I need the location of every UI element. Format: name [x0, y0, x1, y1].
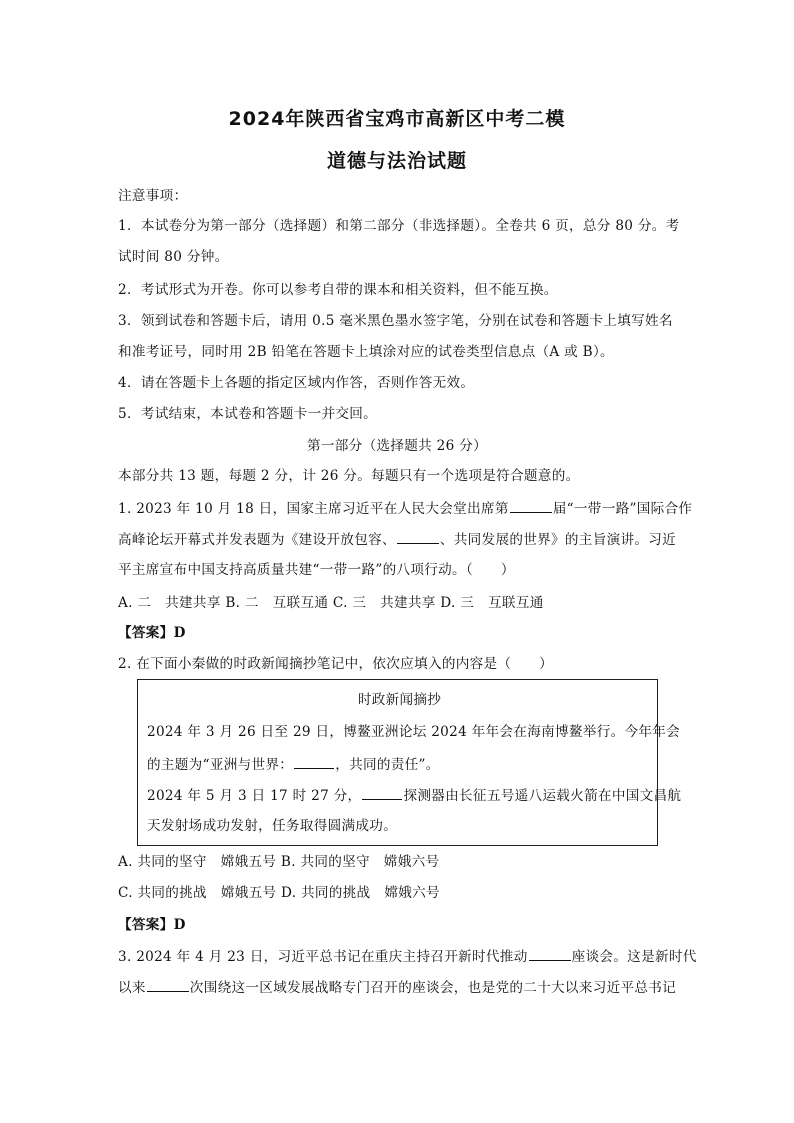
q3-line-2 [118, 977, 678, 998]
news-text-a: 的主题为“亚洲与世界： [147, 757, 294, 773]
exam-title: 2024年陕西省宝鸡市高新区中考二模 [228, 108, 566, 130]
notice-item-3: 3．领到试卷和答题卡后，请用 0.5 毫米黑色墨水签字笔，分别在试卷和答题卡上填写姓名 [118, 313, 673, 329]
news-line-1: 2024 年 3 月 26 日至 29 日，博鳌亚洲论坛 2024 年年会在海南博鳌举行。今年年会 [147, 724, 681, 740]
q1-answer: 【答案】D [118, 625, 186, 641]
q1-line-1 [118, 498, 693, 519]
fill-blank [147, 977, 189, 992]
notice-heading: 注意事项： [118, 188, 188, 204]
fill-blank [529, 946, 571, 961]
q3-line-1 [118, 946, 697, 967]
q3-text-b: 座谈会。这是新时代 [571, 949, 697, 965]
news-line-3 [147, 785, 682, 806]
q1-line-3: 平主席宣布中国支持高质量共建“一带一路”的八项行动。（ ） [118, 562, 515, 578]
q3-text-c: 以来 [118, 980, 146, 996]
news-excerpt-box [137, 679, 682, 846]
news-line-4: 天发射场成功发射，任务取得圆满成功。 [147, 818, 398, 834]
notice-item-3-cont: 和准考证号，同时用 2B 铅笔在答题卡上填涂对应的试卷类型信息点（A 或 B）。 [118, 344, 614, 360]
part1-heading: 第一部分（选择题共 26 分） [307, 438, 487, 454]
q3-text-a: 3. 2024 年 4 月 23 日，习近平总书记在重庆主持召开新时代推动 [118, 949, 528, 965]
q3-text-d: 次围绕这一区域发展战略专门召开的座谈会，也是党的二十大以来习近平总书记 [189, 980, 677, 996]
news-text-d: 探测器由长征五号遥八运载火箭在中国文昌航 [403, 788, 682, 804]
q1-text-c: 高峰论坛开幕式并发表题为《建设开放包容、 [118, 532, 396, 548]
exam-subtitle: 道德与法治试题 [326, 150, 467, 172]
part1-intro: 本部分共 13 题，每题 2 分，计 26 分。每题只有一个选项是符合题意的。 [118, 468, 580, 484]
q2-options-ab: A. 共同的坚守 嫦娥五号 B. 共同的坚守 嫦娥六号 [118, 854, 440, 870]
notice-item-1: 1．本试卷分为第一部分（选择题）和第二部分（非选择题）。全卷共 6 页，总分 80 分。考 [118, 218, 680, 234]
q2-stem: 2. 在下面小秦做的时政新闻摘抄笔记中，依次应填入的内容是（ ） [118, 656, 554, 672]
q2-answer: 【答案】D [118, 917, 186, 933]
fill-blank [510, 498, 552, 513]
news-text-b: ，共同的责任”。 [335, 757, 440, 773]
news-box-title: 时政新闻摘抄 [357, 692, 442, 708]
q1-options: A. 二 共建共享 B. 二 互联互通 C. 三 共建共享 D. 三 互联互通 [118, 595, 544, 611]
q1-text-b: 届“一带一路”国际合作 [552, 501, 693, 517]
q1-text-d: 、共同发展的世界》的主旨演讲。习近 [439, 532, 677, 548]
notice-item-1-cont: 试时间 80 分钟。 [118, 249, 229, 265]
news-line-2 [147, 754, 652, 775]
q2-options-cd: C. 共同的挑战 嫦娥五号 D. 共同的挑战 嫦娥六号 [118, 885, 440, 901]
q1-text-a: 1. 2023 年 10 月 18 日，国家主席习近平在人民大会堂出席第 [118, 501, 509, 517]
fill-blank [397, 529, 439, 544]
q1-line-2 [118, 529, 678, 550]
notice-item-5: 5．考试结束，本试卷和答题卡一并交回。 [118, 406, 378, 422]
fill-blank [362, 785, 402, 800]
news-text-c: 2024 年 5 月 3 日 17 时 27 分， [147, 788, 362, 804]
notice-item-2: 2．考试形式为开卷。你可以参考自带的课本和相关资料，但不能互换。 [118, 282, 558, 298]
fill-blank [294, 754, 334, 769]
notice-item-4: 4．请在答题卡上各题的指定区域内作答，否则作答无效。 [118, 375, 475, 391]
